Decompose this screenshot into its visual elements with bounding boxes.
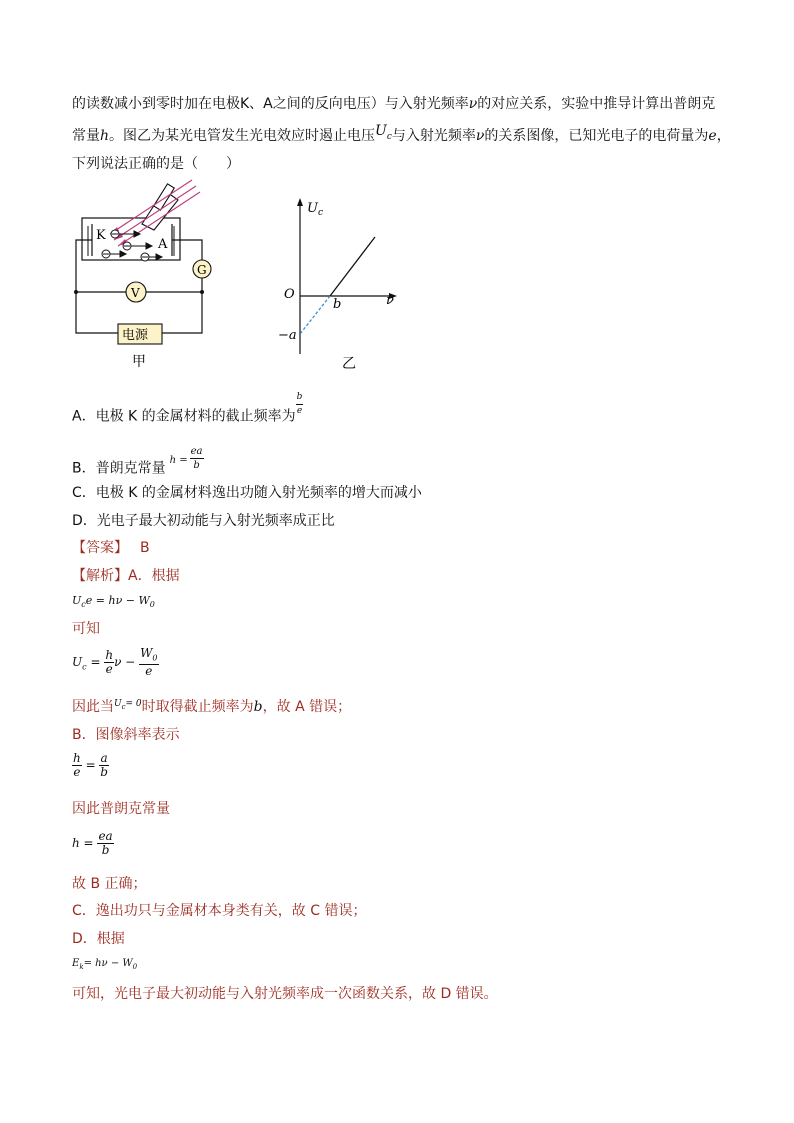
electrode-a-label: A [158, 237, 168, 252]
equation-2: $U_c$ = $\frac{h}{e}$ ν − $\frac{W_0}{e}$ [72, 646, 158, 679]
question-text: 的对应关系，实验中推导计算出普朗克 [477, 96, 716, 112]
analysis-a-conclusion: 因此当$^{U_c= 0}$时取得截止频率为b，故 A 错误； [72, 699, 352, 715]
x-intercept-label: b [333, 297, 342, 312]
question-text: 常量 [72, 128, 100, 144]
analysis-b-line2: 因此普朗克常量 [72, 801, 170, 817]
uc-subscript: c [386, 131, 392, 142]
question-text: 与入射光频率 [391, 128, 476, 144]
analysis-d-intro: D．根据 [72, 931, 125, 947]
question-line-2 [72, 123, 731, 152]
option-d: D．光电子最大初动能与入射光频率成正比 [72, 513, 335, 529]
circuit-figure [62, 178, 232, 378]
answer-line [72, 538, 150, 558]
analysis-know: 可知 [72, 621, 100, 637]
analysis-b-conclusion: 故 B 正确； [72, 876, 147, 892]
graph-extension [300, 296, 330, 334]
analysis-intro [72, 566, 180, 586]
x-axis-label: ν [386, 293, 394, 308]
galvanometer-label: G [197, 263, 207, 277]
analysis-a-intro: A．根据 [128, 568, 180, 584]
question-text: 的读数减小到零时加在电极K、A之间的反向电压）与入射光频率 [72, 96, 469, 112]
nu-symbol: ν [475, 128, 485, 144]
question-line-3: 下列说法正确的是（ ） [72, 156, 240, 172]
figure-jia-caption: 甲 [132, 354, 146, 370]
option-b [72, 446, 204, 482]
option-b-h: h = [169, 454, 188, 466]
option-b-fraction: $\frac{ea}{b}$ [190, 446, 203, 471]
analysis-d-conclusion: 可知，光电子最大初动能与入射光频率成一次函数关系，故 D 错误。 [72, 986, 498, 1002]
equation-1: $U_ce = h\nu - W_0$ [72, 594, 155, 610]
e-symbol: e [708, 128, 717, 144]
analysis-b-intro: B．图像斜率表示 [72, 727, 180, 743]
option-a-text: A．电极 K 的金属材料的截止频率为 [72, 408, 296, 425]
graph-line [330, 237, 375, 296]
option-a [72, 392, 303, 430]
electrode-k-label: K [96, 228, 106, 243]
nu-symbol: ν [468, 96, 478, 112]
question-text: 的关系图像，已知光电子的电荷量为 [484, 128, 709, 144]
figure-yi-caption: 乙 [342, 356, 356, 372]
graph-figure [275, 194, 415, 374]
y-axis-label: $U_c$ [307, 201, 324, 218]
y-intercept-label: −a [278, 328, 297, 343]
option-b-text: B．普朗克常量 [72, 460, 166, 477]
origin-label: O [284, 287, 295, 302]
equation-4: h = $\frac{ea}{b}$ [72, 829, 113, 857]
equation-3: $\frac{h}{e}$ = $\frac{a}{b}$ [73, 751, 108, 779]
power-supply-label: 电源 [122, 328, 149, 343]
question-line-1 [72, 94, 715, 114]
option-a-fraction: $\frac{b}{e}$ [296, 392, 303, 416]
question-text: ， [716, 128, 731, 144]
analysis-label: 【解析】 [72, 568, 128, 584]
question-text: 。图乙为某光电管发生光电效应时遏止电压 [109, 128, 376, 144]
answer-value: B [140, 540, 150, 556]
equation-5: $E_k= h\nu - W_0$ [72, 958, 138, 971]
analysis-c: C．逸出功只与金属材本身类有关，故 C 错误； [72, 903, 367, 919]
circuit-diagram [62, 178, 232, 378]
uc-nu-graph [275, 194, 415, 374]
uc-symbol: U [375, 123, 387, 139]
option-c: C．电极 K 的金属材料逸出功随入射光频率的增大而减小 [72, 485, 422, 501]
answer-label: 【答案】 [72, 540, 128, 556]
voltmeter-label: V [131, 286, 140, 300]
h-symbol: h [100, 128, 110, 144]
